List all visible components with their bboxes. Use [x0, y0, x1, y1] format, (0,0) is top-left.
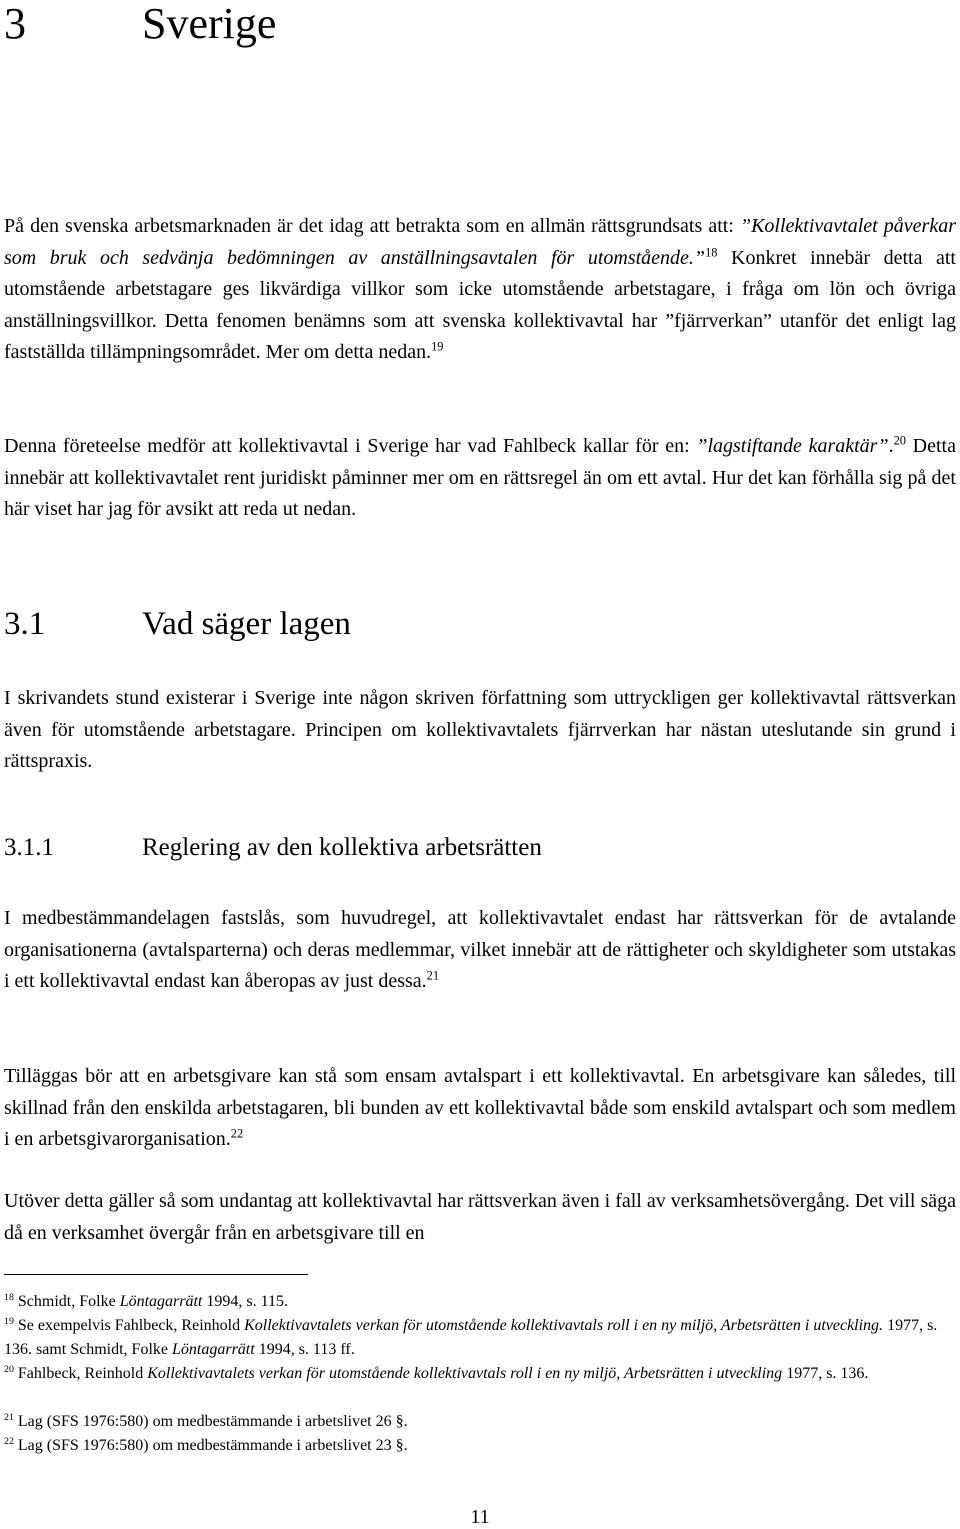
footnote-text: Fahlbeck, Reinhold	[17, 1365, 148, 1382]
paragraph-3: I skrivandets stund existerar i Sverige inte någon skriven författning som uttryckligen ger kollektivavtal rättsverkan även för utomstående arbetstagare. Principen om kollektivavtalets fjärrverkan har nästan uteslutande sin grund i rättspraxis.	[4, 687, 956, 772]
paragraph-1	[4, 211, 956, 369]
footnote-number: 21	[4, 1412, 14, 1424]
footnote-ref-22: 22	[230, 1126, 244, 1141]
footnote-ref-20: 20	[893, 433, 906, 448]
paragraph-2-quote: ”lagstiftande karaktär”	[696, 435, 889, 457]
footnote-text: 1994, s. 115.	[202, 1293, 289, 1310]
section-heading-3-1-1	[4, 832, 956, 864]
footnote-number: 18	[4, 1292, 14, 1304]
footnote-title: Kollektivavtalets verkan för utomstående kollektivavtals roll i en ny miljö, Arbetsrätten i utveckling	[147, 1365, 783, 1382]
footnote-text: 1977, s. 136.	[782, 1365, 869, 1382]
chapter-title: Sverige	[142, 0, 277, 48]
footnote-number: 22	[4, 1436, 14, 1448]
paragraph-6: Utöver detta gäller så som undantag att kollektivavtal har rättsverkan även i fall av verksamhetsövergång. Det vill säga då en verksamhet övergår från en arbetsgivare till en	[4, 1190, 956, 1244]
section-heading-3-1	[4, 604, 956, 644]
paragraph-5	[4, 1061, 956, 1156]
chapter-number: 3	[4, 0, 26, 48]
footnote-ref-18: 18	[705, 245, 718, 260]
footnote-text: Schmidt, Folke	[17, 1293, 120, 1310]
paragraph-2-text-a: Denna företeelse medför att kollektivavtal i Sverige har vad Fahlbeck kallar för en:	[4, 435, 697, 457]
footnote-text: Se exempelvis Fahlbeck, Reinhold	[17, 1317, 245, 1334]
footnote-22	[4, 1434, 956, 1458]
footnote-ref-19: 19	[431, 339, 444, 354]
subsection-number: 3.1.1	[4, 834, 54, 861]
paragraph-1-text-a: På den svenska arbetsmarknaden är det idag att betrakta som en allmän rättsgrundsats att:	[4, 215, 740, 237]
paragraph-2-text-b: Detta innebär att kollektivavtalet rent juridiskt påminner mer om en rättsregel än om ett avtal. Hur det kan förhålla sig på det här viset har jag för avsikt att reda ut nedan.	[4, 435, 956, 520]
footnote-number: 19	[4, 1316, 14, 1328]
page-number: 11	[470, 1506, 490, 1528]
footnote-text: Lag (SFS 1976:580) om medbestämmande i arbetslivet 23 §.	[17, 1437, 408, 1454]
paragraph-2: Denna företeelse medför att kollektivavtal i Sverige har vad Fahlbeck kallar för en: ”lagstiftande karaktär”.$^{20}$ Detta innebär att kollektivavtalet rent juridiskt påminner mer om en rättsregel än om ett avtal. Hur det kan förhålla sig på det här viset har jag för avsikt att reda ut nedan.	[4, 433, 956, 520]
paragraph-5-text: Tilläggas bör att en arbetsgivare kan stå som ensam avtalspart i ett kollektivavtal. En arbetsgivare kan således, till skillnad från den enskilda arbetstagaren, bli bunden av ett kollektivavtal både som enskild avtalspart och som medlem i en arbetsgivarorganisation.	[4, 1065, 956, 1150]
section-number: 3.1	[4, 606, 46, 642]
section-title: Vad säger lagen	[142, 606, 351, 642]
chapter-heading	[4, 0, 956, 48]
footnote-ref-21: 21	[426, 968, 440, 983]
footnote-text: 1994, s. 113 ff.	[254, 1341, 355, 1358]
footnote-title: Löntagarrätt	[172, 1341, 255, 1358]
footnote-separator	[4, 1274, 308, 1275]
footnote-18	[4, 1290, 956, 1314]
footnote-title: Kollektivavtalets verkan för utomstående kollektivavtals roll i en ny miljö, Arbetsrätten i utveckling.	[244, 1317, 884, 1334]
paragraph-1-quote: ”Kollektivavtalet påverkar som bruk och sedvänja bedömningen av anställningsavtalen för utomstående.”	[4, 215, 956, 269]
paragraph-1-text-b: Konkret innebär detta att utomstående arbetstagare ges likvärdiga villkor som icke utomstående arbetstagare, i fråga om lön och övriga anställningsvillkor. Detta fenomen benämns som att svenska kollektivavtal har ”fjärrverkan” utanför det enligt lag fastställda tillämpningsområdet. Mer om detta nedan.	[4, 246, 956, 363]
footnote-21	[4, 1410, 956, 1434]
subsection-title: Reglering av den kollektiva arbetsrätten	[142, 834, 542, 861]
footnote-20	[4, 1362, 956, 1386]
paragraph-4-text: I medbestämmandelagen fastslås, som huvudregel, att kollektivavtalet endast har rättsverkan för de avtalande organisationerna (avtalsparterna) och deras medlemmar, vilket innebär att de rättigheter och skyldigheter som utstakas i ett kollektivavtal endast kan åberopas av just dessa.	[4, 907, 956, 992]
footnote-19	[4, 1314, 956, 1362]
footnote-text: Lag (SFS 1976:580) om medbestämmande i arbetslivet 26 §.	[17, 1413, 408, 1430]
footnote-title: Löntagarrätt	[119, 1293, 203, 1310]
footnote-text: 1977, s. 136. samt Schmidt, Folke	[4, 1317, 938, 1358]
paragraph-4	[4, 903, 956, 998]
footnote-number: 20	[4, 1364, 14, 1376]
